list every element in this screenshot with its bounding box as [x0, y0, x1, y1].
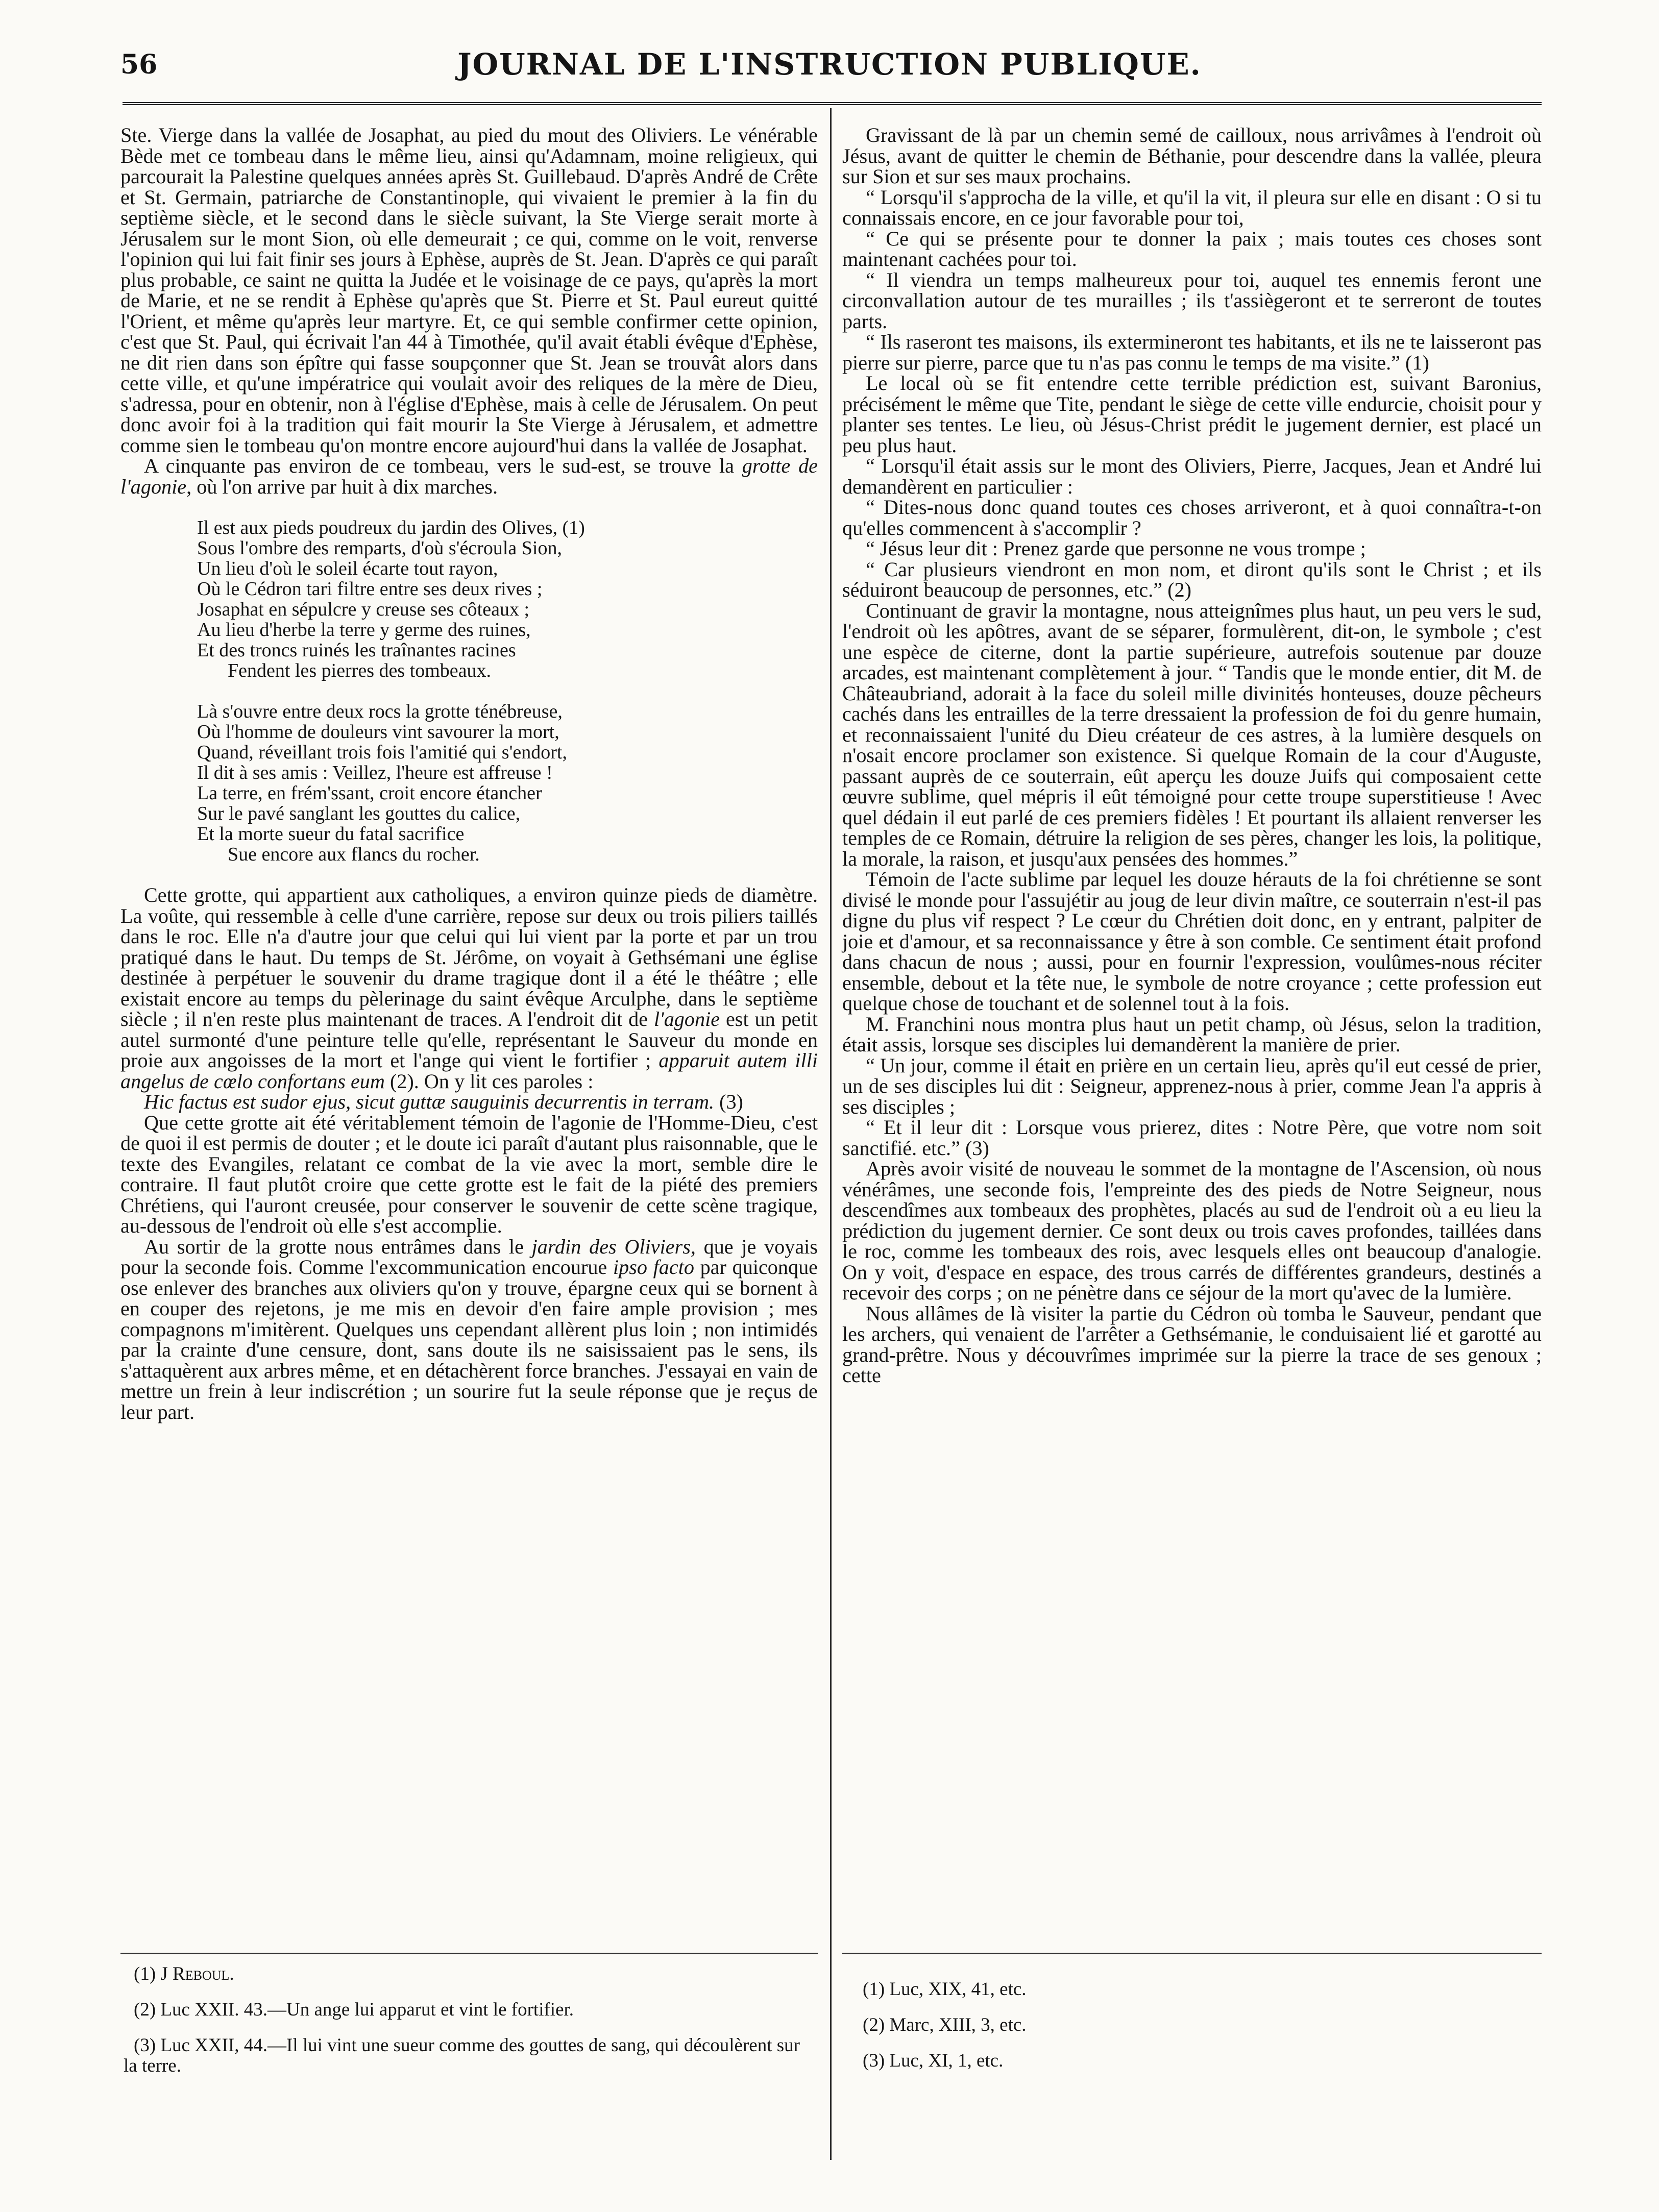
paragraph: Ste. Vierge dans la vallée de Josaphat, au pied du mout des Oliviers. Le vénérable Bède met ce tombeau dans le même lieu, ainsi qu'Adamnam, moine religieux, qui parcourait la Palestine quelques années après St. Guillebaud. D'après André de Crête et St. Germain, patriarche de Constantinople, qui vivaient le premier à la fin du septième siècle, et le second dans le siècle suivant, la Ste Vierge serait morte à Jérusalem sur le mont Sion, où elle demeurait ; ce qui, comme on le voit, renverse l'opinion qui lui fait finir ses jours à Ephèse, auprès de St. Jean. D'après ce qui paraît plus probable, ce saint ne quitta la Judée et le voisinage de ce pays, qu'après la mort de Marie, et ne se rendit à Ephèse qu'après que St. Pierre et St. Paul eureut quitté l'Orient, et même qu'après leur martyre. Et, ce qui semble confirmer cette opinion, c'est que St. Paul, qui écrivait l'an 44 à Timothée, qu'il avait établi évêque d'Ephèse, ne dit rien dans son épître qui fasse soupçonner que St. Jean se trouvât alors dans cette ville, et qu'une impératrice qui voulait avoir des reliques de la mère de Dieu, s'adressa, pour en obtenir, non à l'église d'Ephèse, mais à celle de Jérusalem. On peut donc avoir foi à la tradition qui fait mourir la Ste Vierge à Jérusalem, et admettre comme sien le tombeau qu'on montre encore aujourd'hui dans la vallée de Josaphat. [120, 124, 818, 457]
paragraph: “ Ils raseront tes maisons, ils extermineront tes habitants, et ils ne te laisseront pas pierre sur pierre, parce que tu n'as pas connu le temps de ma visite.” (1) [842, 330, 1542, 374]
poem-line: Un lieu d'où le soleil écarte tout rayon, [197, 558, 498, 579]
paragraph: Continuant de gravir la montagne, nous atteignîmes plus haut, un peu vers le sud, l'endroit où les apôtres, avant de se séparer, formulèrent, dit-on, le symbole ; c'est une espèce de citerne, dont la partie supérieure, autrefois soutenue par douze arcades, est maintenant complètement à jour. “ Tandis que le monde entier, dit M. de Châteaubriand, adorait à la face du soleil mille divinités honteuses, douze pêcheurs cachés dans les entrailles de la terre dressaient la profession de foi du genre humain, et reconnaissaient l'unité du Dieu créateur de ces astres, à la lumière desquels on n'osait encore proclamer son existence. Si quelque Romain de la cour d'Auguste, passant auprès de ce souterrain, eût aperçu les douze Juifs qui composaient cette œuvre sublime, quel mépris il eût témoigné pour cette troupe superstitieuse ! Avec quel dédain il eut parlé de ces premiers fidèles ! Et pourtant ils allaient renverser les temples de ce Romain, détruire la religion de ses pères, changer les lois, la politique, la morale, la raison, et jusqu'aux pensées des hommes.” [842, 599, 1542, 870]
header-rule [123, 102, 1542, 105]
italic-text: ipso facto [613, 1256, 694, 1279]
paragraph [120, 1092, 818, 1113]
footnote [120, 1964, 818, 1984]
paragraph: Nous allâmes de là visiter la partie du Cédron où tomba le Sauveur, pendant que les archers, qui venaient de l'arrêter a Gethsémanie, le conduisaient lié et garotté au grand-prêtre. Nous y découvrîmes imprimée sur la pierre la trace de ses genoux ; cette [842, 1301, 1542, 1387]
poem-line: La terre, en frém'ssant, croit encore étancher [197, 782, 542, 804]
right-column [842, 125, 1542, 1386]
paragraph: Que cette grotte ait été véritablement témoin de l'agonie de l'Homme-Dieu, c'est de quoi il est permis de douter ; et le doute ici paraît d'autant plus raisonnable, que le texte des Evangiles, relatant ce combat de la vie avec la mort, semble dire le contraire. Il faut plutôt croire que cette grotte est le fait de la piété des premiers Chrétiens, qui l'auront creusée, pour conserver le souvenir de cette scène tragique, au-dessous de l'endroit où elle s'est accomplie. [120, 1111, 818, 1237]
poem-line: Là s'ouvre entre deux rocs la grotte ténébreuse, [197, 701, 563, 722]
footnote: (2) Luc XXII. 43.—Un ange lui apparut et vint le fortifier. [134, 1999, 574, 2020]
footnotes-right [863, 1979, 1542, 2086]
paragraph [120, 1237, 818, 1423]
italic-text: l'agonie [653, 1007, 720, 1030]
page-header [0, 0, 1659, 117]
paragraph: “ Dites-nous donc quand toutes ces choses arriveront, et à quoi connaîtra-t-on qu'elles commencent à s'accomplir ? [842, 496, 1542, 539]
paragraph: “ Il viendra un temps malheureux pour toi, auquel tes ennemis feront une circonvallation autour de tes murailles ; ils t'assiègeront et te serreront de toutes parts. [842, 268, 1542, 333]
paragraph: Le local où se fit entendre cette terrible prédiction est, suivant Baronius, précisément le même que Tite, pendant le siège de cette ville endurcie, choisit pour y planter ses tentes. Le lieu, où Jésus-Christ prédit le jugement dernier, est placé un peu plus haut. [842, 372, 1542, 457]
paragraph: Gravissant de là par un chemin semé de cailloux, nous arrivâmes à l'endroit où Jésus, avant de quitter le chemin de Béthanie, pour descendre dans la vallée, pleura sur Sion et sur ses maux prochains. [842, 124, 1542, 188]
paragraph: “ Lorsqu'il s'approcha de la ville, et qu'il la vit, il pleura sur elle en disant : O si tu connaissais encore, en ce jour favorable pour toi, [842, 185, 1542, 229]
poem-stanza-2 [197, 701, 818, 865]
footnote: (3) Luc, XI, 1, etc. [863, 2050, 1004, 2071]
column-divider [830, 108, 832, 2160]
paragraph [120, 456, 818, 497]
text-run: que je voyais pour la seconde fois. Comme l'excommunication encourue [120, 1235, 818, 1279]
footnote: (1) Luc, XIX, 41, etc. [863, 1979, 1027, 2000]
poem-line: Sur le pavé sanglant les gouttes du calice, [197, 803, 521, 824]
text-run: est un petit autel surmonté d'une peinture telle qu'elle, représentant le Sauveur du monde en proie aux angoisses de la mort et l'ange qui vient le fortifier ; [120, 1007, 818, 1072]
text-run: par quiconque ose enlever des branches aux oliviers qu'on y trouve, épargne ceux qui se bornent à en couper des rejetons, je me mis en devoir d'en faire ample provision ; mes compagnons m'imitèrent. Quelques uns cependant allèrent plus loin ; non intimidés par la crainte d'une censure, dont, sans doute ils ne saisissaient pas le sens, ils s'attaquèrent aux arbres même, et en détachèrent force branches. J'essayai en vain de mettre un frein à leur indiscrétion ; un sourire fut la seule réponse que je reçus de leur part. [120, 1256, 818, 1423]
text-run: , où l'on arrive par huit à dix marches. [186, 475, 498, 498]
page-number: 56 [120, 49, 158, 80]
poem-line: Quand, réveillant trois fois l'amitié qui s'endort, [197, 742, 567, 763]
footnotes-left [120, 1964, 818, 2092]
paragraph: “ Ce qui se présente pour te donner la paix ; mais toutes ces choses sont maintenant cachées pour toi. [842, 227, 1542, 271]
footnote-marker: (1) J [134, 1963, 173, 1984]
footnote-author: Reboul. [173, 1963, 234, 1984]
poem-line: Fendent les pierres des tombeaux. [228, 660, 492, 681]
paragraph: “ Lorsqu'il était assis sur le mont des Oliviers, Pierre, Jacques, Jean et André lui demandèrent en particulier : [842, 454, 1542, 498]
poem-line: Au lieu d'herbe la terre y germe des ruines, [197, 619, 531, 641]
italic-text: Hic factus est sudor ejus, sicut guttæ sauguinis decurrentis in terram. [144, 1090, 715, 1113]
italic-text: jardin des Oliviers, [531, 1235, 696, 1258]
poem-line: Sue encore aux flancs du rocher. [228, 844, 480, 865]
journal-title: JOURNAL DE L'INSTRUCTION PUBLIQUE. [457, 47, 1202, 82]
poem-line: Il est aux pieds poudreux du jardin des Olives, (1) [197, 517, 585, 538]
text-run: A cinquante pas environ de ce tombeau, vers le sud-est, se trouve la [144, 454, 742, 477]
poem-line: Où le Cédron tari filtre entre ses deux rives ; [197, 578, 543, 600]
paragraph: Témoin de l'acte sublime par lequel les douze hérauts de la foi chrétienne se sont divisé le monde pour l'assujétir au joug de leur divin maître, ce souterrain n'est-il pas digne du plus vif respect ? Le cœur du Chrétien doit donc, en y entrant, palpiter de joie et d'amour, et sa reconnaissance y être à son comble. Ce sentiment était profond dans chacun de nous ; aussi, pour en fournir l'expression, voulûmes-nous réciter ensemble, debout et la tête nue, le symbole de notre croyance ; cette profession eut quelque chose de touchant et de solennel tout à la fois. [842, 868, 1542, 1015]
paragraph [120, 885, 818, 1092]
poem-line: Et des troncs ruinés les traînantes racines [197, 640, 516, 661]
footnote: (2) Marc, XIII, 3, etc. [863, 2014, 1027, 2035]
poem-stanza-1 [197, 518, 818, 681]
text-run: Cette grotte, qui appartient aux catholiques, a environ quinze pieds de diamètre. La voûte, qui ressemble à celle d'une carrière, repose sur deux ou trois piliers taillés dans le roc. Elle n'a d'autre jour que celui qui lui vient par la porte et par un trou pratiqué dans le haut. Du temps de St. Jérôme, on voyait à Gethsémani une église destinée à perpétuer le souvenir du drame tragique dont il a été le théâtre ; elle existait encore au temps du pèlerinage du saint évêque Arculphe, dans le septième siècle ; il n'en reste plus maintenant de traces. A l'endroit dit de [120, 883, 818, 1030]
left-column [120, 125, 818, 1422]
italic-text: grotte de l'agonie [120, 454, 818, 498]
paragraph: Après avoir visité de nouveau le sommet de la montagne de l'Ascension, où nous vénérâmes, une seconde fois, l'empreinte des des pieds de Notre Seigneur, nous descendîmes aux tombeaux des prophètes, placés au sud de l'endroit où a eu lieu la prédiction du jugement dernier. Ce sont deux ou trois caves profondes, taillées dans le roc, comme les tombeaux des rois, avec lesquels elles ont beaucoup d'analogie. On y voit, d'espace en espace, des trous carrés de différentes grandeurs, destinés a recevoir des corps ; on ne pénètre dans ce séjour de la mort qu'avec de la lumière. [842, 1157, 1542, 1304]
footnote-rule-right [842, 1953, 1542, 1954]
paragraph: M. Franchini nous montra plus haut un petit champ, où Jésus, selon la tradition, était assis, lorsque ses disciples lui demandèrent la manière de prier. [842, 1012, 1542, 1056]
text-run: Au sortir de la grotte nous entrâmes dans le [144, 1235, 532, 1258]
footnote: (3) Luc XXII, 44.—Il lui vint une sueur comme des gouttes de sang, qui découlèrent sur la terre. [124, 2035, 800, 2076]
italic-text: apparuit autem illi angelus de cœlo confortans eum [120, 1049, 818, 1093]
poem-line: Sous l'ombre des remparts, d'où s'écroula Sion, [197, 537, 562, 559]
poem-line: Et la morte sueur du fatal sacrifice [197, 823, 465, 845]
paragraph: “ Car plusieurs viendront en mon nom, et diront qu'ils sont le Christ ; et ils séduiront beaucoup de personnes, etc.” (2) [842, 557, 1542, 601]
paragraph: “ Jésus leur dit : Prenez garde que personne ne vous trompe ; [866, 537, 1366, 560]
poem-line: Où l'homme de douleurs vint savourer la mort, [197, 721, 559, 743]
text-run: (2). On y lit ces paroles : [384, 1069, 594, 1093]
poem-line: Josaphat en sépulcre y creuse ses côteaux ; [197, 599, 530, 620]
paragraph: “ Et il leur dit : Lorsque vous prierez, dites : Notre Père, que votre nom soit sanctifié. etc.” (3) [842, 1116, 1542, 1160]
footnote-rule-left [120, 1953, 818, 1954]
paragraph: “ Un jour, comme il était en prière en un certain lieu, après qu'il eut cessé de prier, un de ses disciples lui dit : Seigneur, apprenez-nous à prier, comme Jean l'a appris à ses disciples ; [842, 1053, 1542, 1118]
poem-line: Il dit à ses amis : Veillez, l'heure est affreuse ! [197, 762, 553, 783]
poem [197, 518, 818, 865]
text-run: (3) [714, 1090, 743, 1113]
